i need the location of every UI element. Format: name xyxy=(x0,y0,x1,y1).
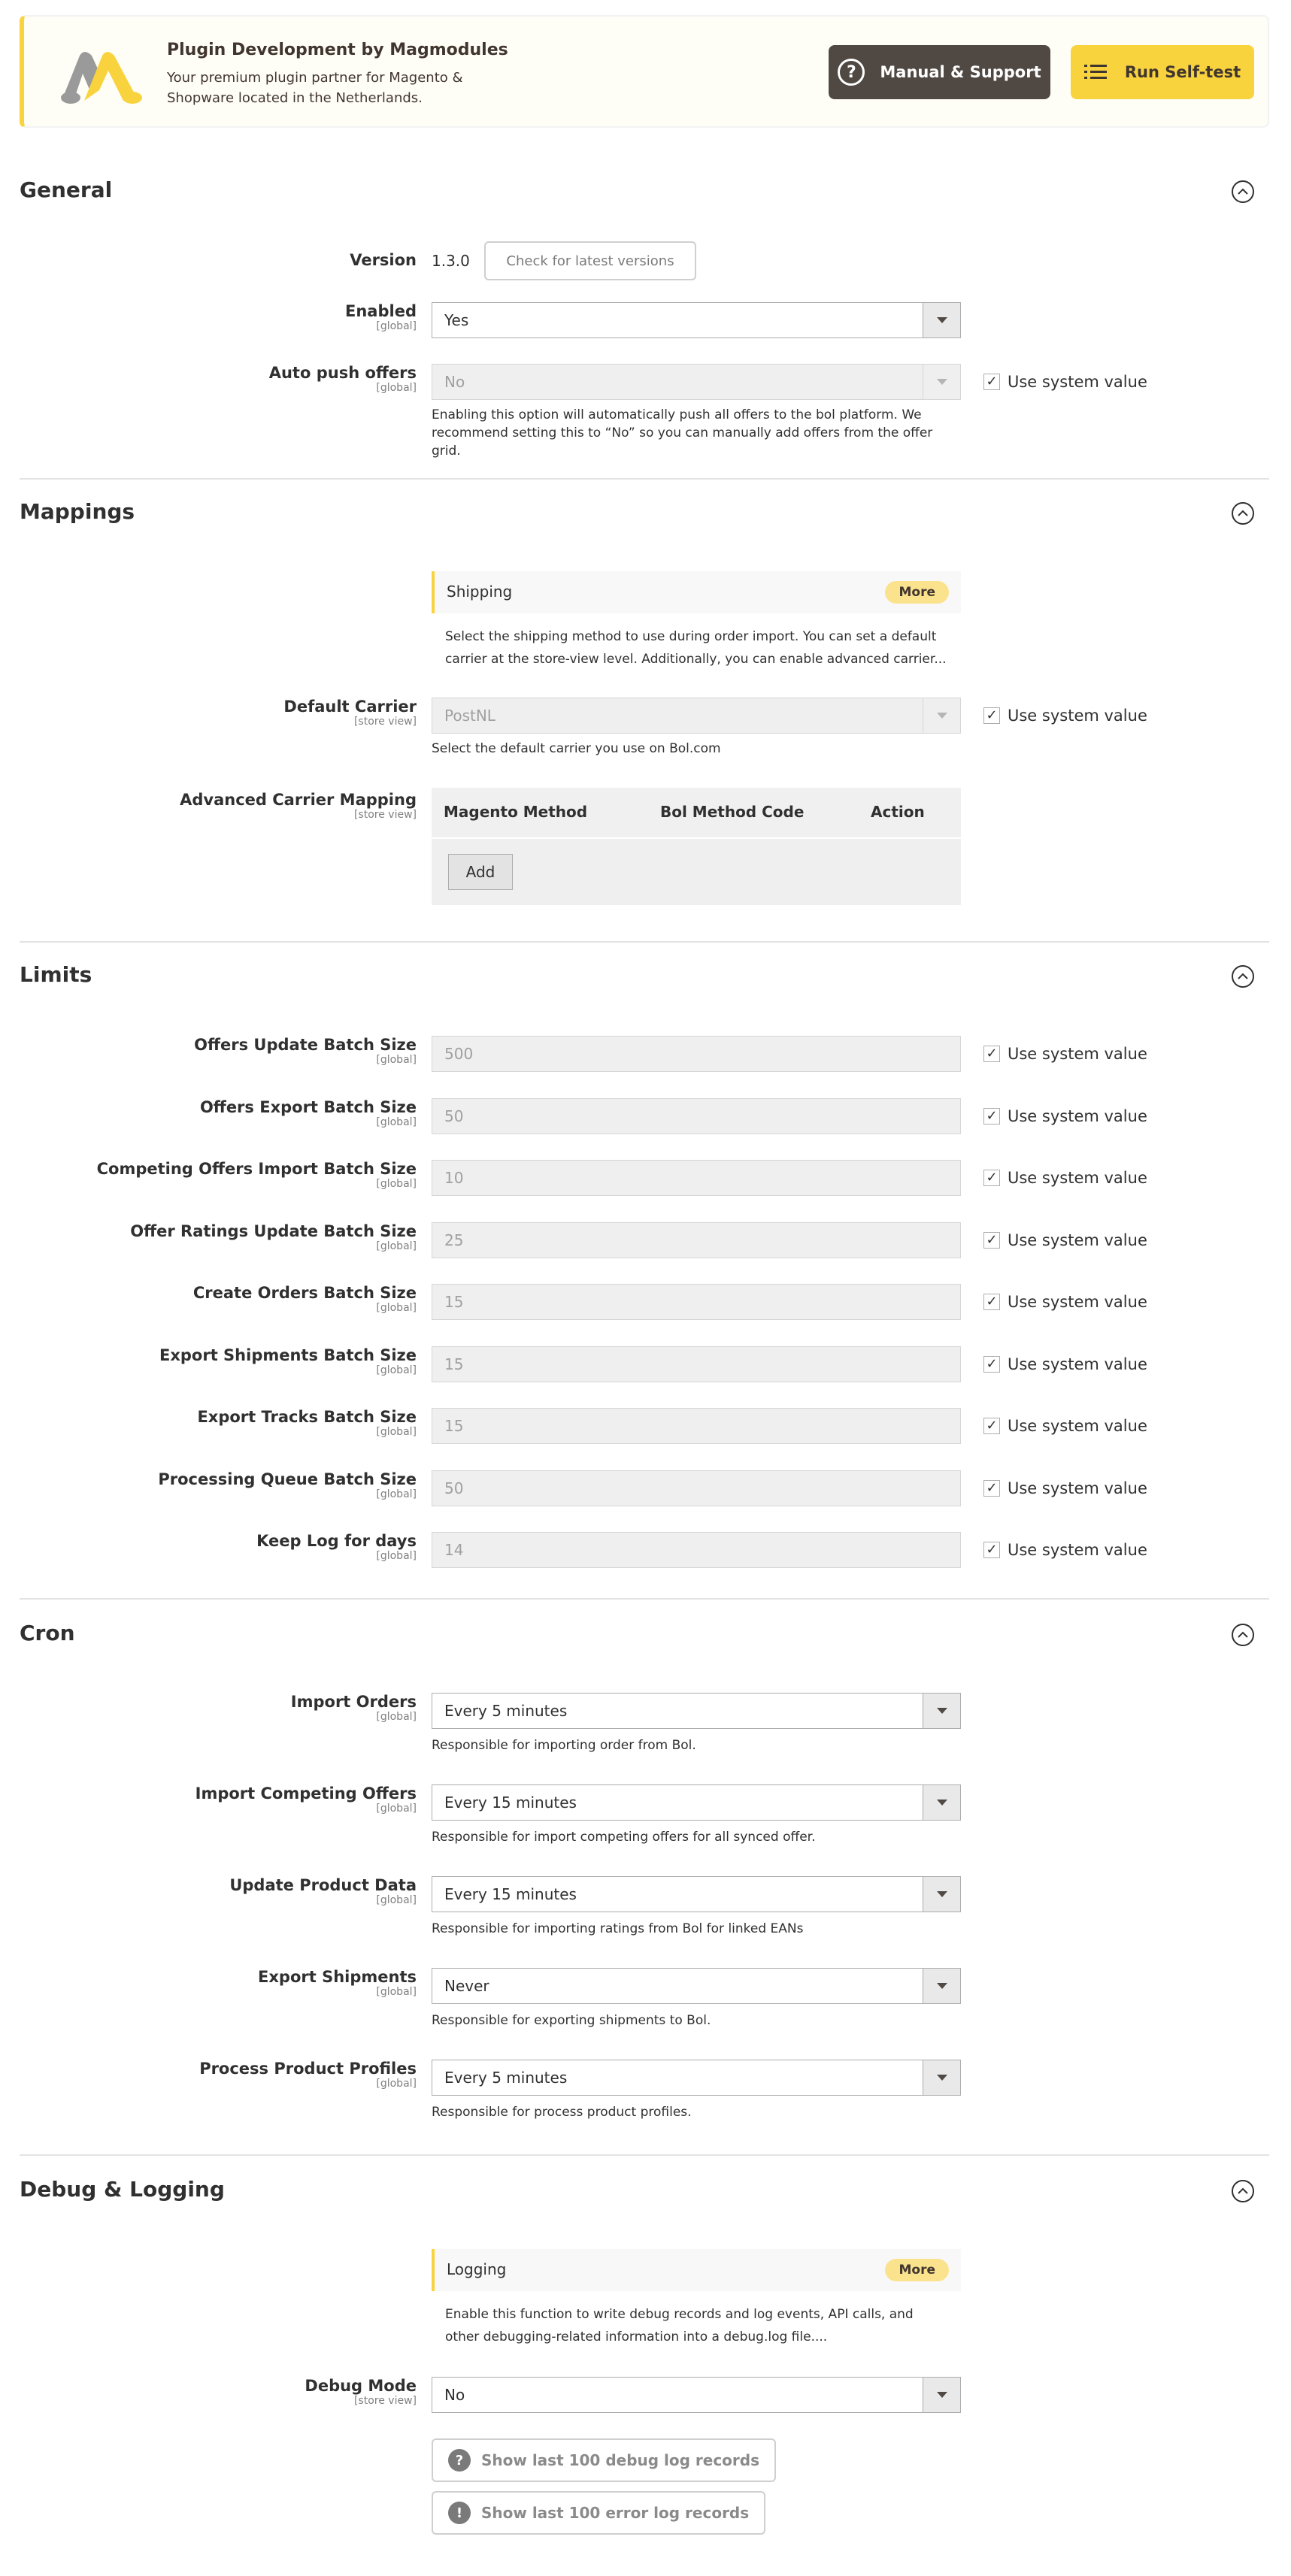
table-header xyxy=(432,788,961,839)
shipping-info-text: Select the shipping method to use during order import. You can set a default carrier at the store-view level. Additionally, you can enable advanced carrier... xyxy=(445,629,947,667)
question-icon: ? xyxy=(448,2449,471,2472)
section-title-mappings[interactable]: Mappings xyxy=(20,499,135,524)
limit-label: Keep Log for days xyxy=(256,1532,417,1550)
limit-scope: [global] xyxy=(376,1488,417,1500)
limit-input-value: 15 xyxy=(444,1355,464,1373)
default-carrier-label-block xyxy=(283,698,417,728)
auto-push-select-value: No xyxy=(444,373,465,391)
use-system-value-checkbox[interactable]: ✓ xyxy=(983,707,1000,724)
use-system-value-checkbox[interactable]: ✓ xyxy=(983,1356,1000,1373)
cron-scope: [global] xyxy=(376,1894,417,1906)
advanced-carrier-label-block xyxy=(180,791,417,821)
limit-scope: [global] xyxy=(376,1115,417,1128)
limit-input[interactable] xyxy=(432,1532,961,1568)
add-mapping-button[interactable]: Add xyxy=(448,854,513,890)
cron-frequency-select[interactable] xyxy=(432,1693,961,1729)
auto-push-select[interactable] xyxy=(432,364,961,400)
exclamation-icon: ! xyxy=(448,2502,471,2524)
logging-info-box xyxy=(432,2249,961,2291)
default-carrier-scope: [store view] xyxy=(353,716,417,728)
show-error-log-label: Show last 100 error log records xyxy=(481,2504,750,2522)
enabled-label: Enabled xyxy=(345,302,417,320)
limit-label: Offer Ratings Update Batch Size xyxy=(130,1221,417,1240)
use-system-value-label: Use system value xyxy=(1008,1541,1147,1559)
dropdown-arrow-icon xyxy=(923,1877,960,1912)
debug-mode-value: No xyxy=(444,2386,465,2404)
limit-input[interactable] xyxy=(432,1098,961,1134)
dropdown-arrow-icon xyxy=(923,365,960,399)
limit-label: Offers Update Batch Size xyxy=(194,1036,417,1054)
cron-scope: [global] xyxy=(376,1711,417,1723)
cron-label-block xyxy=(199,2060,417,2090)
shipping-info-title: Shipping xyxy=(447,583,513,601)
debug-mode-label-block xyxy=(305,2377,417,2407)
limit-label: Export Tracks Batch Size xyxy=(197,1408,417,1426)
auto-push-note: Enabling this option will automatically push all offers to the bol platform. We recommend setting this to “No” so you can manually add offers from the offer grid. xyxy=(432,407,933,459)
limit-scope: [global] xyxy=(376,1178,417,1190)
limit-label-block xyxy=(130,1222,417,1252)
limit-label: Processing Queue Batch Size xyxy=(158,1470,417,1488)
limit-label-block xyxy=(97,1160,417,1190)
cron-label-block xyxy=(195,1784,417,1815)
run-self-test-label: Run Self-test xyxy=(1124,63,1241,81)
cron-note: Responsible for process product profiles. xyxy=(432,2105,692,2120)
manual-support-label: Manual & Support xyxy=(880,63,1041,81)
use-system-value-checkbox[interactable]: ✓ xyxy=(983,1480,1000,1497)
enabled-scope: [global] xyxy=(376,320,417,332)
use-system-value-label: Use system value xyxy=(1008,1355,1147,1373)
limit-scope: [global] xyxy=(376,1426,417,1438)
logging-info-text: Enable this function to write debug records and log events, API calls, and other debugging-related information into a debug.log file.... xyxy=(445,2307,914,2344)
show-debug-log-label: Show last 100 debug log records xyxy=(481,2451,760,2469)
auto-push-label: Auto push offers xyxy=(268,364,417,382)
limit-label: Offers Export Batch Size xyxy=(199,1097,417,1116)
collapse-general-icon[interactable] xyxy=(1232,180,1254,203)
logging-info-title: Logging xyxy=(447,2260,507,2278)
cron-label-block xyxy=(258,1968,417,1998)
dropdown-arrow-icon xyxy=(923,2378,960,2412)
dropdown-arrow-icon xyxy=(923,1785,960,1820)
shipping-info-box xyxy=(432,571,961,613)
limit-input[interactable] xyxy=(432,1036,961,1072)
limit-input-value: 25 xyxy=(444,1230,464,1249)
limit-use-system-value[interactable] xyxy=(983,1417,1147,1435)
limit-use-system-value[interactable] xyxy=(983,1293,1147,1311)
cron-note: Responsible for exporting shipments to Bol. xyxy=(432,2013,711,2028)
collapse-mappings-icon[interactable] xyxy=(1232,502,1254,525)
limit-label: Create Orders Batch Size xyxy=(192,1284,417,1302)
cron-note: Responsible for importing ratings from Bol for linked EANs xyxy=(432,1921,804,1936)
use-system-value-label: Use system value xyxy=(1008,373,1147,391)
limit-label: Export Shipments Batch Size xyxy=(159,1346,417,1364)
limit-label: Competing Offers Import Batch Size xyxy=(96,1160,417,1178)
show-debug-log-button[interactable] xyxy=(432,2438,776,2482)
limit-label-block xyxy=(200,1098,417,1128)
auto-push-scope: [global] xyxy=(376,382,417,394)
collapse-limits-icon[interactable] xyxy=(1232,965,1254,988)
dropdown-arrow-icon xyxy=(923,1969,960,2003)
cron-label-block xyxy=(291,1693,417,1723)
help-icon: ? xyxy=(838,59,865,86)
limit-input[interactable] xyxy=(432,1160,961,1196)
use-system-value-checkbox[interactable]: ✓ xyxy=(983,1294,1000,1310)
more-button[interactable]: More xyxy=(885,2259,949,2281)
version-label: Version xyxy=(350,251,417,269)
default-carrier-label: Default Carrier xyxy=(283,698,417,716)
limit-scope: [global] xyxy=(376,1550,417,1562)
show-error-log-button[interactable] xyxy=(432,2491,765,2535)
section-divider xyxy=(20,1598,1269,1600)
brand-description: Your premium plugin partner for Magento & Shopware located in the Netherlands. xyxy=(167,70,463,106)
limit-input[interactable] xyxy=(432,1470,961,1506)
brand-title: Plugin Development by Magmodules xyxy=(167,41,508,59)
limit-input[interactable] xyxy=(432,1408,961,1444)
cron-frequency-select[interactable] xyxy=(432,2060,961,2096)
use-system-value-checkbox[interactable]: ✓ xyxy=(983,1046,1000,1062)
limit-label-block xyxy=(256,1532,417,1562)
advanced-carrier-label: Advanced Carrier Mapping xyxy=(180,791,417,809)
cron-label: Process Product Profiles xyxy=(199,2060,417,2078)
use-system-value-label: Use system value xyxy=(1008,1106,1147,1125)
limit-scope: [global] xyxy=(376,1302,417,1314)
manual-support-button[interactable] xyxy=(829,45,1050,99)
limit-use-system-value[interactable] xyxy=(983,1169,1147,1187)
debug-mode-label: Debug Mode xyxy=(305,2377,417,2395)
cron-frequency-select[interactable] xyxy=(432,1876,961,1912)
use-system-value-checkbox[interactable]: ✓ xyxy=(983,1232,1000,1249)
debug-mode-select[interactable] xyxy=(432,2377,961,2413)
dropdown-arrow-icon xyxy=(923,698,960,733)
column-magento-method: Magento Method xyxy=(444,803,588,821)
limit-input[interactable] xyxy=(432,1284,961,1320)
default-carrier-value: PostNL xyxy=(444,707,495,725)
use-system-value-label: Use system value xyxy=(1008,1479,1147,1497)
limit-input-value: 15 xyxy=(444,1293,464,1311)
cron-label: Import Competing Offers xyxy=(195,1784,417,1803)
limit-scope: [global] xyxy=(376,1364,417,1376)
default-carrier-note: Select the default carrier you use on Bol.com xyxy=(432,741,721,756)
cron-note: Responsible for importing order from Bol. xyxy=(432,1738,696,1753)
cron-frequency-select[interactable] xyxy=(432,1968,961,2004)
cron-frequency-select[interactable] xyxy=(432,1784,961,1821)
section-divider xyxy=(20,478,1269,480)
limit-use-system-value[interactable] xyxy=(983,1541,1147,1559)
use-system-value-checkbox[interactable]: ✓ xyxy=(983,374,1000,390)
use-system-value-checkbox[interactable]: ✓ xyxy=(983,1418,1000,1434)
section-divider xyxy=(20,2154,1269,2156)
use-system-value-label: Use system value xyxy=(1008,1230,1147,1249)
limit-scope: [global] xyxy=(376,1054,417,1066)
cron-frequency-value: Every 5 minutes xyxy=(444,2069,568,2087)
cron-label: Import Orders xyxy=(290,1693,417,1711)
dropdown-arrow-icon xyxy=(923,1694,960,1728)
column-bol-method-code: Bol Method Code xyxy=(660,803,805,821)
check-latest-versions-button[interactable]: Check for latest versions xyxy=(484,241,696,280)
section-title-debug[interactable]: Debug & Logging xyxy=(20,2177,225,2202)
use-system-value-label: Use system value xyxy=(1008,1293,1147,1311)
auto-push-label-block xyxy=(269,364,417,394)
use-system-value-checkbox[interactable]: ✓ xyxy=(983,1170,1000,1186)
advanced-carrier-scope: [store view] xyxy=(353,809,417,821)
collapse-cron-icon[interactable] xyxy=(1232,1624,1254,1646)
cron-note: Responsible for import competing offers for all synced offer. xyxy=(432,1830,816,1845)
debug-mode-scope: [store view] xyxy=(353,2395,417,2407)
cron-scope: [global] xyxy=(376,1986,417,1998)
list-icon xyxy=(1084,63,1107,81)
version-label-block xyxy=(350,251,417,269)
magmodules-banner xyxy=(20,15,1269,128)
dropdown-arrow-icon xyxy=(923,303,960,338)
limit-label-block xyxy=(193,1284,417,1314)
limit-label-block xyxy=(194,1036,417,1066)
cron-label: Export Shipments xyxy=(258,1968,417,1986)
dropdown-arrow-icon xyxy=(923,2060,960,2095)
limit-input-value: 10 xyxy=(444,1169,464,1187)
cron-frequency-value: Every 5 minutes xyxy=(444,1702,568,1720)
limit-input[interactable] xyxy=(432,1222,961,1258)
cron-frequency-value: Never xyxy=(444,1977,489,1995)
section-title-cron[interactable]: Cron xyxy=(20,1621,75,1645)
cron-scope: [global] xyxy=(376,2078,417,2090)
more-button[interactable]: More xyxy=(885,581,949,604)
limit-use-system-value[interactable] xyxy=(983,1231,1147,1249)
use-system-value-label: Use system value xyxy=(1008,1169,1147,1187)
use-system-value-label: Use system value xyxy=(1008,707,1147,725)
carrier-mapping-table xyxy=(432,788,961,905)
limit-use-system-value[interactable] xyxy=(983,1107,1147,1125)
limit-input-value: 50 xyxy=(444,1479,464,1497)
cron-frequency-value: Every 15 minutes xyxy=(444,1794,577,1812)
cron-frequency-value: Every 15 minutes xyxy=(444,1885,577,1903)
limit-label-block xyxy=(159,1346,417,1376)
limit-label-block xyxy=(158,1470,417,1500)
default-carrier-select[interactable] xyxy=(432,698,961,734)
run-self-test-button[interactable] xyxy=(1071,45,1254,99)
magmodules-logo xyxy=(57,45,146,105)
cron-scope: [global] xyxy=(376,1803,417,1815)
enabled-select-value: Yes xyxy=(444,311,469,329)
auto-push-use-system-value[interactable] xyxy=(983,373,1147,391)
enabled-select[interactable] xyxy=(432,302,961,338)
limit-use-system-value[interactable] xyxy=(983,1045,1147,1063)
use-system-value-checkbox[interactable]: ✓ xyxy=(983,1108,1000,1125)
limit-input-value: 500 xyxy=(444,1045,474,1063)
limit-scope: [global] xyxy=(376,1240,417,1252)
default-carrier-use-system-value[interactable] xyxy=(983,707,1147,725)
section-divider xyxy=(20,941,1269,943)
limit-input[interactable] xyxy=(432,1346,961,1382)
cron-label: Update Product Data xyxy=(229,1876,417,1894)
limit-input-value: 15 xyxy=(444,1417,464,1435)
limit-input-value: 14 xyxy=(444,1541,464,1559)
limit-input-value: 50 xyxy=(444,1106,464,1125)
collapse-debug-icon[interactable] xyxy=(1232,2180,1254,2202)
section-title-limits[interactable]: Limits xyxy=(20,962,92,987)
version-value: 1.3.0 xyxy=(432,252,470,270)
column-action: Action xyxy=(871,803,925,821)
limit-use-system-value[interactable] xyxy=(983,1479,1147,1497)
use-system-value-label: Use system value xyxy=(1008,1417,1147,1435)
use-system-value-label: Use system value xyxy=(1008,1045,1147,1063)
cron-label-block xyxy=(229,1876,417,1906)
section-title-general[interactable]: General xyxy=(20,177,113,202)
limit-label-block xyxy=(197,1408,417,1438)
enabled-label-block xyxy=(345,302,417,332)
limit-use-system-value[interactable] xyxy=(983,1355,1147,1373)
use-system-value-checkbox[interactable]: ✓ xyxy=(983,1542,1000,1558)
